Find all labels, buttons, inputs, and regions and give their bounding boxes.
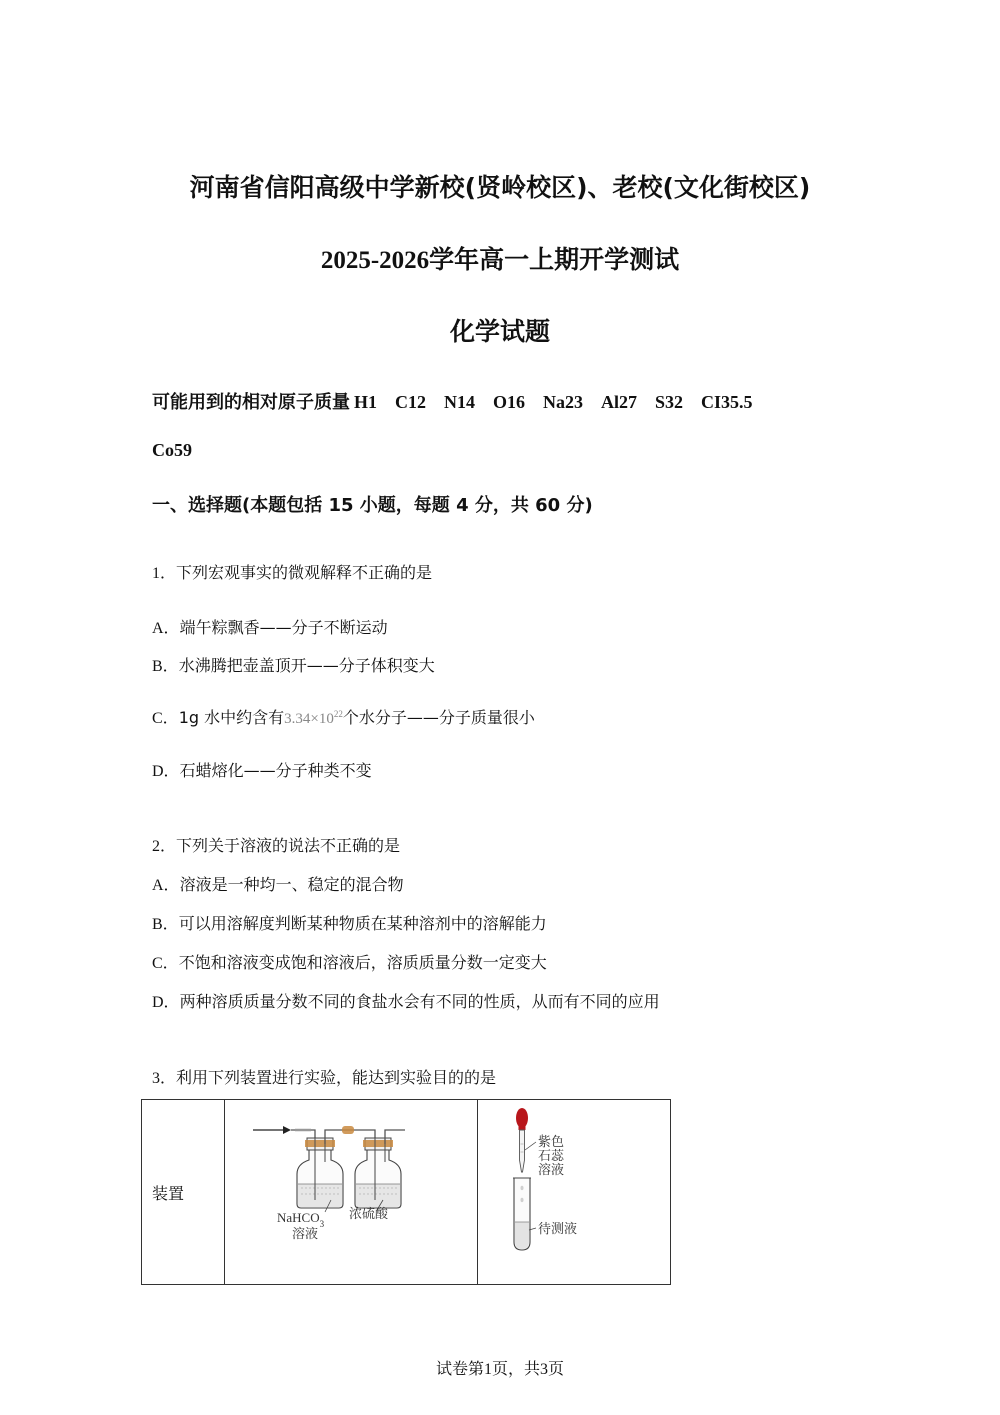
question-2-stem [152, 833, 400, 856]
section-heading: 一、选择题(本题包括 15 小题，每题 4 分，共 60 分) [152, 495, 593, 516]
atomic-mass-item: CI35.5 [701, 392, 753, 412]
question-number: 1． [152, 565, 177, 582]
reagent-label-2: 石蕊 [538, 1148, 565, 1163]
option-text-pre: 1g 水中约含有 [178, 708, 285, 727]
dropper-icon [516, 1108, 528, 1172]
question-stem: 利用下列装置进行实验，能达到实验目的的是 [176, 1068, 497, 1087]
q2-option-b [152, 911, 547, 934]
atomic-mass-item: C12 [395, 392, 427, 412]
q1-option-b [152, 653, 435, 676]
atomic-mass-list [350, 392, 753, 412]
test-tube-icon [513, 1178, 531, 1250]
page-total: 3 [540, 1361, 548, 1378]
question-3-stem [152, 1065, 496, 1088]
gas-washing-cell [225, 1100, 478, 1285]
option-text-post: 个水分子——分子质量很小 [342, 708, 535, 727]
exam-subject-title: 化学试题 [449, 317, 550, 346]
option-label: C． [152, 955, 179, 972]
exam-title-line2 [0, 240, 1000, 276]
atomic-mass-label: 可能用到的相对原子质量 [152, 392, 350, 413]
atomic-mass-item: O16 [493, 392, 526, 412]
option-label: B． [152, 916, 179, 933]
arrow-head-icon [283, 1126, 291, 1134]
footer-text: 页，共 [491, 1359, 540, 1378]
question-stem: 下列宏观事实的微观解释不正确的是 [176, 563, 433, 582]
q1-option-a [152, 615, 388, 638]
reagent-label-3: 溶液 [538, 1162, 565, 1177]
page-number: 1 [483, 1361, 492, 1378]
footer-text: 页 [548, 1359, 565, 1378]
atomic-mass-overflow [152, 440, 192, 461]
sci-base: 3.34×10 [284, 711, 334, 727]
question-number: 2． [152, 838, 177, 855]
option-text: 石蜡熔化——分子种类不变 [179, 761, 372, 780]
atomic-mass-item: Co59 [152, 440, 192, 460]
atomic-mass-item: Na23 [543, 392, 584, 412]
exam-title-line1: 河南省信阳高级中学新校(贤岭校区)、老校(文化街校区) [189, 173, 811, 202]
stopper-icon [305, 1140, 335, 1147]
academic-year: 2025-2026 [320, 247, 430, 274]
atomic-mass-line [152, 388, 753, 414]
option-text: 水沸腾把壶盖顶开——分子体积变大 [178, 656, 435, 675]
question-number: 3． [152, 1070, 177, 1087]
atomic-mass-item: N14 [444, 392, 476, 412]
atomic-mass-item: Al27 [601, 392, 638, 412]
option-text: 不饱和溶液变成饱和溶液后，溶质质量分数一定变大 [178, 953, 547, 972]
q1-option-c [152, 705, 535, 728]
apparatus-table [141, 1099, 671, 1285]
dropper-cell [478, 1100, 671, 1285]
bottle-1 [297, 1138, 343, 1208]
page-footer [0, 1356, 1000, 1379]
q2-option-c [152, 950, 547, 973]
atomic-mass-item: S32 [655, 392, 684, 412]
bottle-2-label: 浓硫酸 [349, 1206, 389, 1221]
rubber-joint-icon [342, 1126, 354, 1134]
q2-option-d [152, 989, 660, 1012]
row-header-cell: 装置 [142, 1100, 225, 1285]
option-text: 溶液是一种均一、稳定的混合物 [179, 875, 404, 894]
option-label: B． [152, 658, 179, 675]
reagent-label-1: 紫色 [538, 1134, 565, 1149]
question-stem: 下列关于溶液的说法不正确的是 [176, 836, 401, 855]
bottle-1-label: NaHCO$_3$ [277, 1210, 325, 1229]
footer-text: 试卷第 [435, 1359, 484, 1378]
sci-exponent: 22 [333, 709, 343, 719]
exam-name: 学年高一上期开学测试 [429, 245, 680, 274]
bottle-2 [355, 1130, 405, 1208]
apparatus-row [142, 1100, 671, 1285]
gas-washing-bottles-diagram [225, 1100, 477, 1280]
dropper-test-tube-diagram [478, 1100, 670, 1280]
option-label: D． [152, 763, 180, 780]
q2-option-a [152, 872, 404, 895]
option-text: 两种溶质质量分数不同的食盐水会有不同的性质，从而有不同的应用 [179, 992, 660, 1011]
option-text: 端午粽飘香——分子不断运动 [179, 618, 388, 637]
stopper-icon [363, 1140, 393, 1147]
option-label: A． [152, 620, 180, 637]
option-text: 可以用溶解度判断某种物质在某种溶剂中的溶解能力 [178, 914, 547, 933]
atomic-mass-item: H1 [354, 392, 378, 412]
option-label: C． [152, 710, 179, 727]
option-label: D． [152, 994, 180, 1011]
option-label: A． [152, 877, 180, 894]
bottle-1-label-line2: 溶液 [292, 1226, 319, 1241]
scientific-number [284, 711, 343, 727]
question-1-stem [152, 560, 432, 583]
q1-option-d [152, 758, 372, 781]
tube-liquid-label: 待测液 [538, 1221, 578, 1236]
